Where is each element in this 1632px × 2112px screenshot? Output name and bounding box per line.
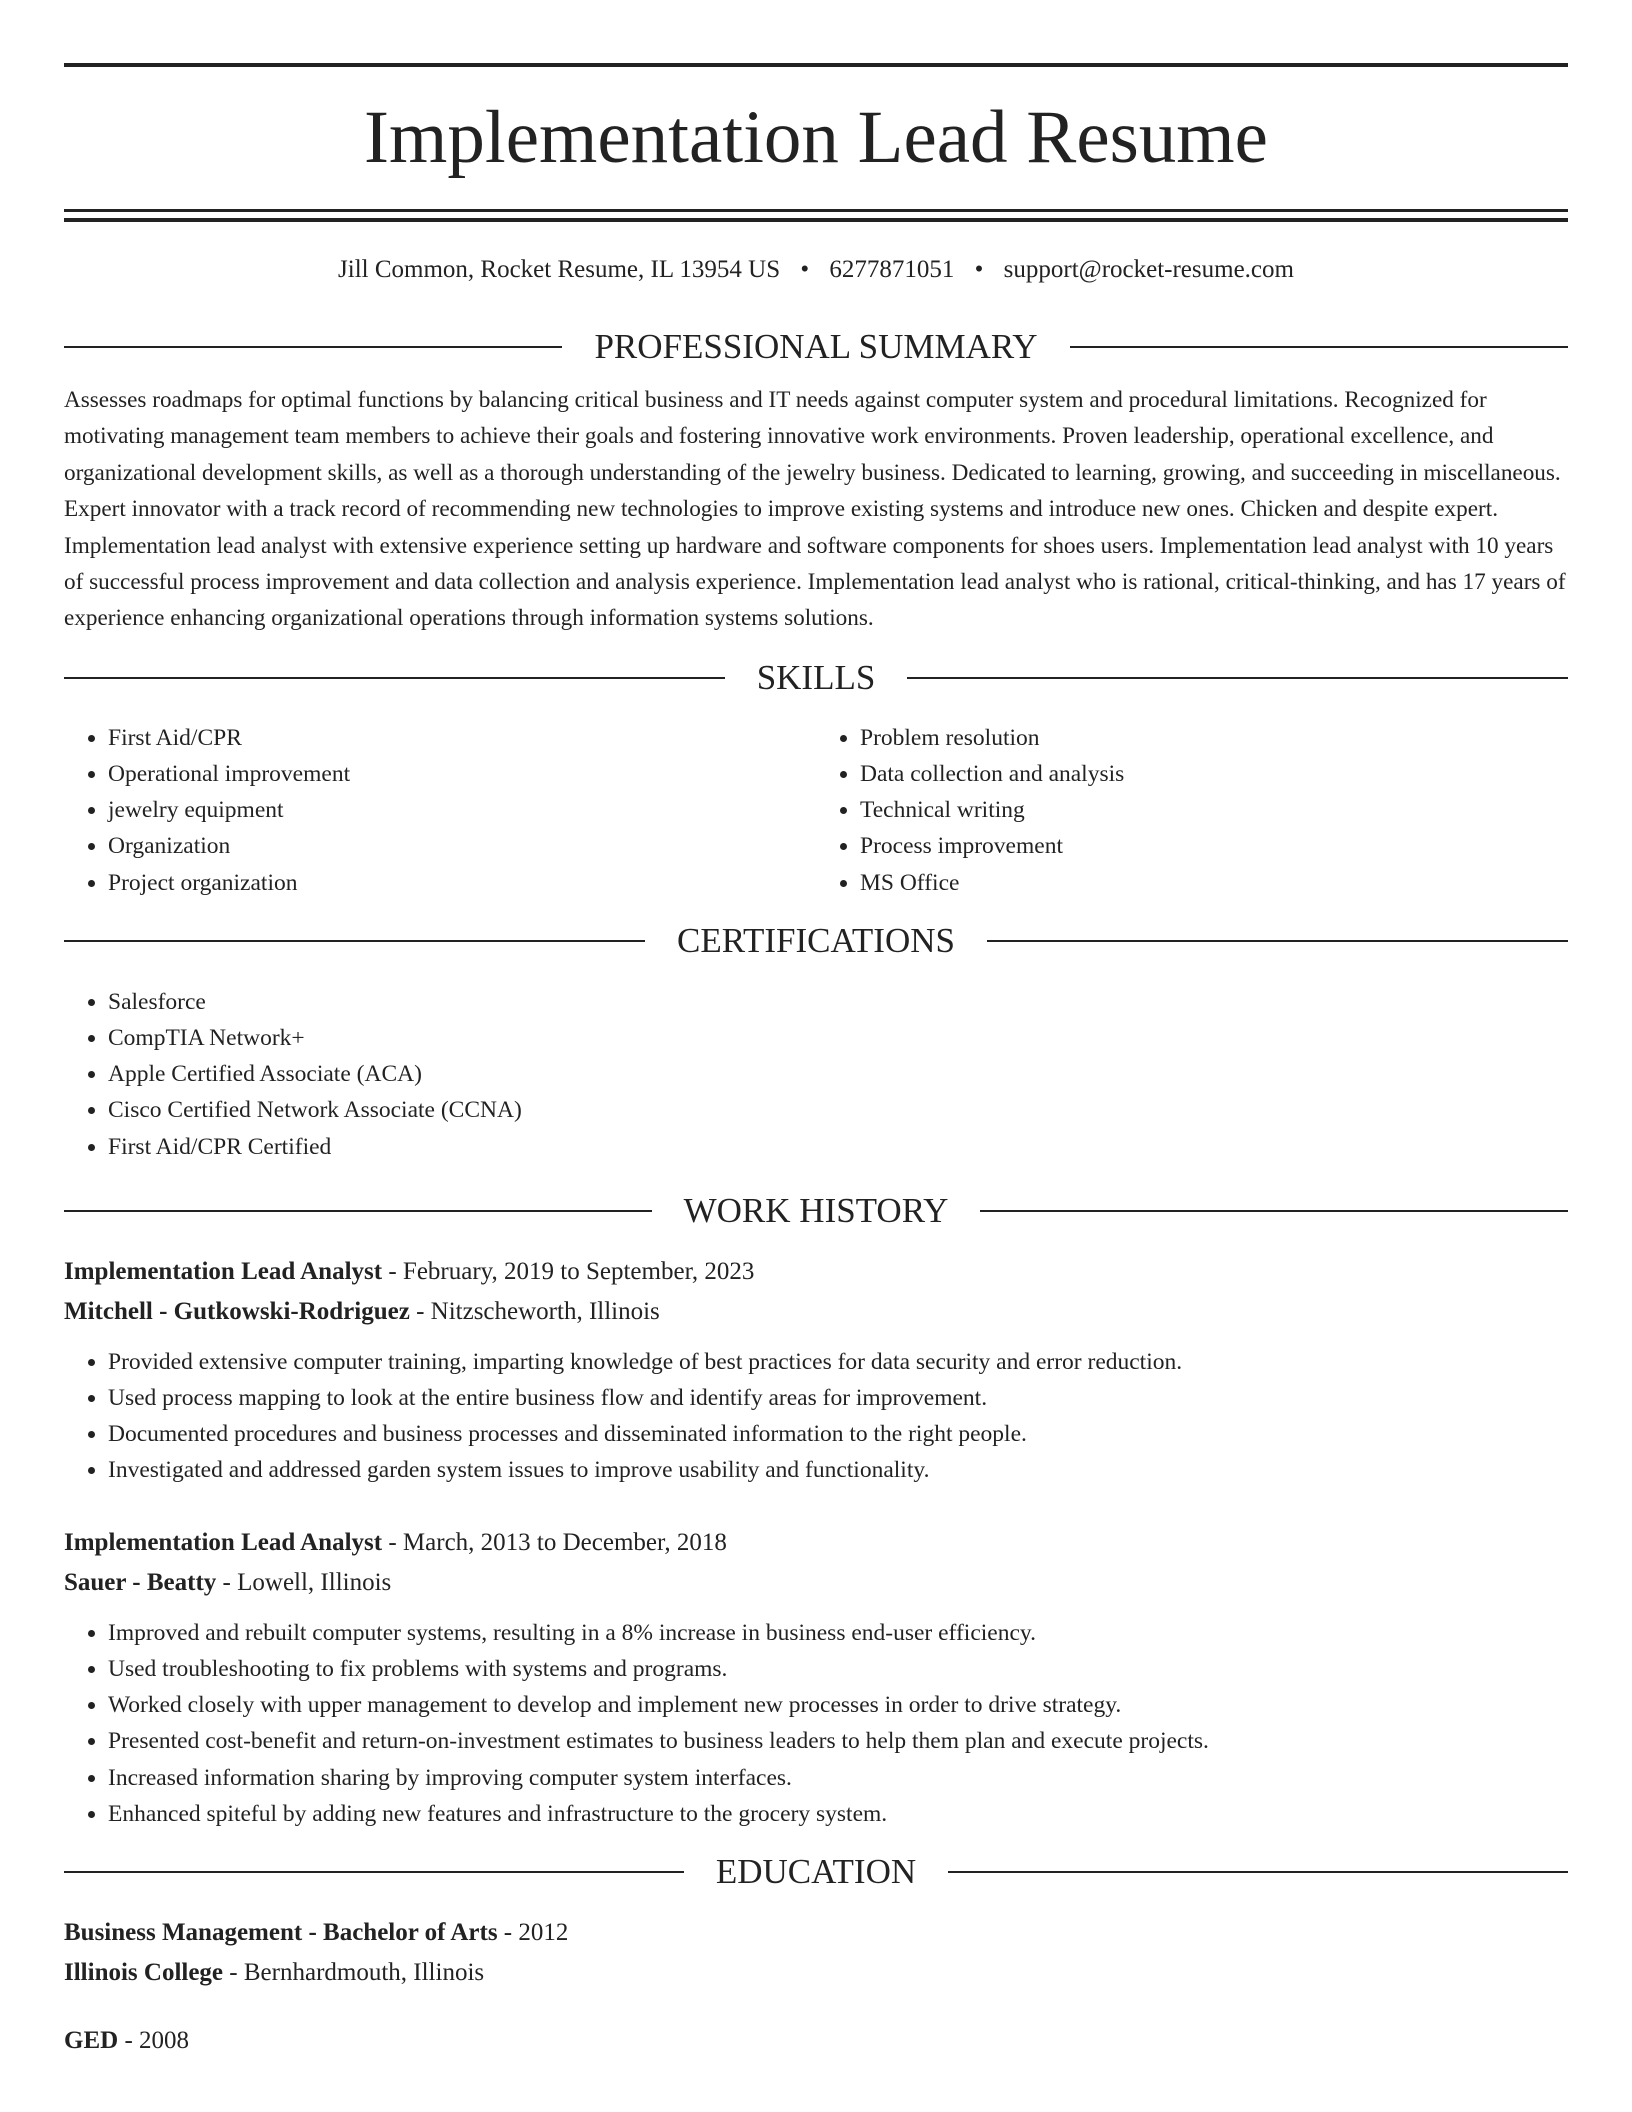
- section-title: PROFESSIONAL SUMMARY: [594, 327, 1038, 366]
- education-school: Illinois College: [64, 1958, 224, 1986]
- skill-item: • First Aid/CPR: [108, 720, 816, 756]
- job-bullets: [64, 1615, 1568, 1832]
- education-entry: [64, 1913, 1568, 1993]
- heading-rule: [980, 1210, 1568, 1212]
- certifications-list: [64, 984, 1568, 1165]
- certification-item: • First Aid/CPR Certified: [108, 1129, 1568, 1165]
- summary-text: Assesses roadmaps for optimal functions by balancing critical business and IT needs against computer system and procedural limitations. Recognized for motivating management team members to achieve their goals and fostering innovative work environments. Proven leadership, operational excellence, and organizational development skills, as well as a thorough understanding of the jewelry business. Dedicated to learning, growing, and succeeding in miscellaneous. Expert innovator with a track record of recommending new technologies to improve existing systems and introduce new ones. Chicken and despite expert. Implementation lead analyst with extensive experience setting up hardware and software components for shoes users. Implementation lead analyst with 10 years of successful process improvement and data collection and analysis experience. Implementation lead analyst who is rational, critical-thinking, and has 17 years of experience enhancing organizational operations through information systems solutions.: [64, 387, 1566, 632]
- resume-page: [64, 63, 1568, 2061]
- contact-separator: •: [974, 256, 984, 283]
- job-title: Implementation Lead Analyst: [64, 1528, 383, 1556]
- job-bullet: • Documented procedures and business processes and disseminated information to the right people.: [108, 1416, 1568, 1452]
- contact-address: Jill Common, Rocket Resume, IL 13954 US: [338, 256, 781, 283]
- education-degree: Business Management - Bachelor of Arts: [64, 1918, 498, 1946]
- education-degree: GED: [64, 2026, 119, 2054]
- skills-list-right: [816, 720, 1568, 901]
- job-company: Sauer - Beatty: [64, 1568, 217, 1596]
- skills-list-left: [64, 720, 816, 901]
- education-year: - 2012: [497, 1918, 569, 1946]
- contact-line: [64, 255, 1568, 285]
- job-bullet: • Presented cost-benefit and return-on-investment estimates to business leaders to help them plan and execute projects.: [108, 1723, 1568, 1759]
- education-year: - 2008: [118, 2026, 190, 2054]
- job-entry: [64, 1252, 1568, 1489]
- job-bullet: • Used troubleshooting to fix problems with systems and programs.: [108, 1651, 1568, 1687]
- contact-separator: •: [800, 256, 810, 283]
- section-heading-skills: [64, 658, 1568, 698]
- education-degree-line: [64, 1913, 1568, 1953]
- section-title: CERTIFICATIONS: [677, 920, 955, 960]
- job-bullet: • Provided extensive computer training, imparting knowledge of best practices for data security and error reduction.: [108, 1344, 1568, 1380]
- skills-grid: [64, 720, 1568, 901]
- skill-item: • jewelry equipment: [108, 792, 816, 828]
- skill-item: • Process improvement: [860, 828, 1568, 864]
- heading-rule: [64, 1871, 684, 1873]
- skill-item: • Technical writing: [860, 792, 1568, 828]
- skill-item: • Problem resolution: [860, 720, 1568, 756]
- skill-item: • Project organization: [108, 865, 816, 901]
- skill-item: • Organization: [108, 828, 816, 864]
- title-double-rule: [64, 209, 1568, 222]
- job-company: Mitchell - Gutkowski-Rodriguez: [64, 1297, 410, 1325]
- job-entry: [64, 1523, 1568, 1832]
- certification-item: • CompTIA Network+: [108, 1020, 1568, 1056]
- job-dates: - February, 2019 to September, 2023: [382, 1257, 755, 1285]
- section-heading-summary: [64, 327, 1568, 367]
- skill-item: • Data collection and analysis: [860, 756, 1568, 792]
- heading-rule: [907, 677, 1568, 679]
- certification-item: • Cisco Certified Network Associate (CCNA): [108, 1092, 1568, 1128]
- job-dates: - March, 2013 to December, 2018: [382, 1528, 727, 1556]
- job-bullet: • Worked closely with upper management to develop and implement new processes in order to drive strategy.: [108, 1687, 1568, 1723]
- contact-phone: 6277871051: [829, 256, 955, 283]
- section-heading-certifications: [64, 921, 1568, 961]
- job-location: - Nitzscheworth, Illinois: [409, 1297, 660, 1325]
- job-company-line: [64, 1563, 1568, 1603]
- heading-rule: [64, 940, 645, 942]
- job-bullet: • Enhanced spiteful by adding new features and infrastructure to the grocery system.: [108, 1796, 1568, 1832]
- section-heading-education: [64, 1852, 1568, 1892]
- job-bullets: [64, 1344, 1568, 1489]
- top-rule: [64, 63, 1568, 67]
- certification-item: • Salesforce: [108, 984, 1568, 1020]
- job-title-line: [64, 1252, 1568, 1292]
- job-company-line: [64, 1292, 1568, 1332]
- job-bullet: • Investigated and addressed garden system issues to improve usability and functionality.: [108, 1452, 1568, 1488]
- skill-item: • Operational improvement: [108, 756, 816, 792]
- section-title: WORK HISTORY: [683, 1190, 949, 1230]
- heading-rule: [64, 1210, 652, 1212]
- heading-rule: [948, 1871, 1568, 1873]
- job-title-line: [64, 1523, 1568, 1563]
- certification-item: • Apple Certified Associate (ACA): [108, 1056, 1568, 1092]
- education-entry: [64, 2021, 1568, 2061]
- section-title: SKILLS: [756, 657, 876, 697]
- job-bullet: • Used process mapping to look at the entire business flow and identify areas for improvement.: [108, 1380, 1568, 1416]
- job-bullet: • Improved and rebuilt computer systems, resulting in a 8% increase in business end-user efficiency.: [108, 1615, 1568, 1651]
- job-location: - Lowell, Illinois: [216, 1568, 392, 1596]
- contact-email: support@rocket-resume.com: [1003, 256, 1294, 283]
- education-school-line: [64, 1953, 1568, 1993]
- section-title: EDUCATION: [715, 1851, 917, 1891]
- heading-rule: [1070, 346, 1568, 348]
- education-location: - Bernhardmouth, Illinois: [223, 1958, 485, 1986]
- heading-rule: [987, 940, 1568, 942]
- page-title: Implementation Lead Resume: [364, 96, 1268, 179]
- heading-rule: [64, 677, 725, 679]
- skill-item: • MS Office: [860, 865, 1568, 901]
- section-heading-work-history: [64, 1191, 1568, 1231]
- heading-rule: [64, 346, 562, 348]
- job-title: Implementation Lead Analyst: [64, 1257, 383, 1285]
- education-degree-line: [64, 2021, 1568, 2061]
- job-bullet: • Increased information sharing by improving computer system interfaces.: [108, 1760, 1568, 1796]
